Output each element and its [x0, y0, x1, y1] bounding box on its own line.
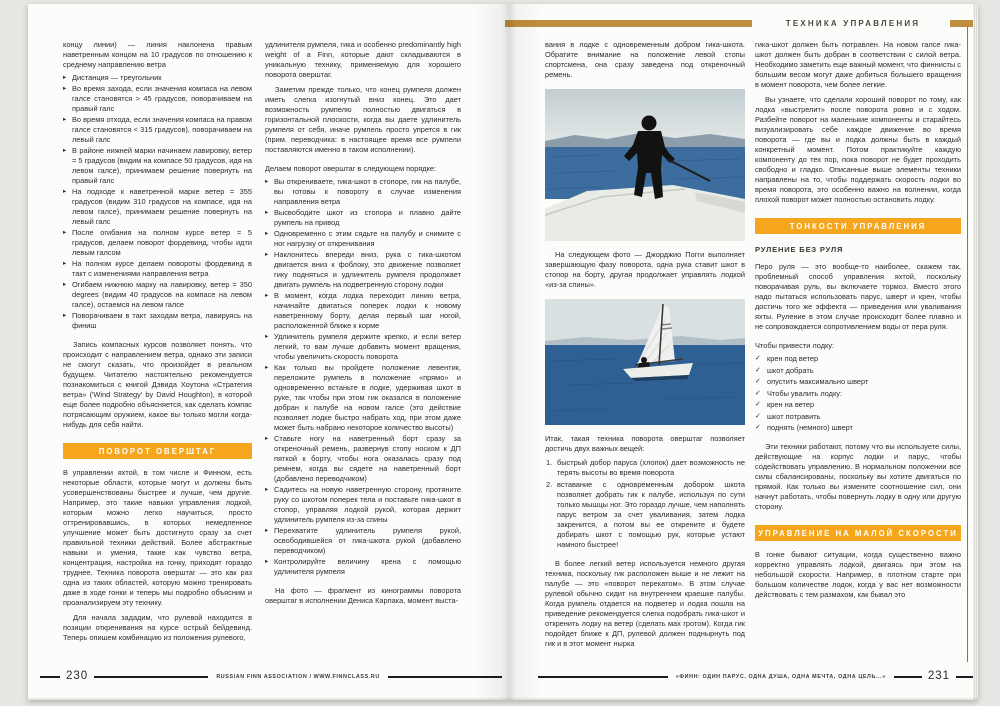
- list-item: ▸ Контролируйте величину крена с помощью удлинителя румпеля: [265, 557, 461, 577]
- list-item: ▸ Удлинитель румпеля держите крепко, и если ветер легкий, то вам лучше добавить момент вращения, чтобы увеличить скорость поворота: [265, 332, 461, 362]
- list-item: ▸ Вы открениваете, гика-шкот в стопоре, гик на палубе, вы готовы к повороту в случае изменения направления ветра: [265, 177, 461, 207]
- list-item: ▸ Дистанция — треугольник: [63, 73, 252, 83]
- list-item: ✓ Чтобы увалить лодку:: [755, 389, 961, 399]
- list-item: ▸ Одновременно с этим сядьте на палубу и снимите с ног нагрузку от откренивания: [265, 229, 461, 249]
- tack-sequence-bullet-list: [265, 177, 461, 577]
- section-header-low-speed: УПРАВЛЕНИЕ НА МАЛОЙ СКОРОСТИ: [755, 525, 961, 541]
- paragraph-light-wind: В более легкий ветер используется немного другая техника, поскольку гик расположен выше и не лежит на палубе — это «поворот перекатом». В этом случае рулевой обычно сидит на внутреннем краешке палубы. Когда румпель отдается на подветер и лодка пошла на приведение рекомендуется слегка подобрать гика-шкот и откренить лодку на ветер (сделать мах гротом). Когда гик подойдет ближе к ДП, рулевой должен поднырнуть под гик и в этот момент нырка: [545, 559, 745, 648]
- footer-rule: [894, 676, 922, 678]
- paragraph-continuation: концу линии) — линия наклонена правым наветренным концом на 10 градусов по отношению к среднему направлению ветра: [63, 40, 252, 69]
- list-item: ✓ опустить максимально шверт: [755, 377, 961, 387]
- list-item: ▸ На полном курсе делаем повороты фордевинд в такт с изменениями направления ветра: [63, 259, 252, 279]
- right-page-footer: [538, 670, 976, 684]
- list-item: ▸ Во время отхода, если значения компаса на правом галсе становятся < 315 градусов), поворачиваем на левый галс: [63, 115, 252, 145]
- list-item: ✓ крен на ветер: [755, 400, 961, 410]
- page-number-left: 230: [66, 670, 89, 683]
- paragraph-tiller-tip: Заметим прежде только, что конец румпеля должен иметь слегка изогнутый вниз конец. Это дает возможность румпелю полностью двигаться в горизонтальной плоскости, когда вы даете удлинитель румпеля от себя, иначе румпель просто упрется в гик (прим. переводчика: в настоящее время все румпели поставляются именно в таком исполнении).: [265, 85, 461, 154]
- caption-karpak-photo: На фото — фрагмент из кинограммы поворота оверштаг в исполнении Дениса Карпака, момент выста-: [265, 586, 461, 605]
- chapter-title: ТЕХНИКА УПРАВЛЕНИЯ: [785, 19, 921, 28]
- paragraph-compass-record: Запись компасных курсов позволяет понять, что происходит с направлением ветра, однако эти записи не смогут сказать, что произойдет в реальном будущем. Читателю настоятельно рекомендуется познакомиться с книгой Дэвида Хоутона «Стратегия ветра» ('Wind Strategy' by David Houghton), в которой еще более подробно объясняется, как сделать компас потрясающим оружием, какое вы только могли когда-нибудь для себя найти.: [63, 340, 252, 429]
- list-item: ▸ В районе нижней марки начинаем лавировку, ветер = 5 градусов (видим на компасе 50 градусов, идя на левом галсе), принимаем решение повернуть на правый галс: [63, 146, 252, 186]
- list-item: вставание с одновременным добором шкота позволяет добрать гик к палубе, используя по сути только мышцы ног. Это гораздо лучше, чем наполнять парус ветром за счет уваливания, затем лодка закренится, а потом вы ее открените и будете добирать шкот с помощью рук, которые устают намного быстрее!: [557, 480, 745, 549]
- list-item: ✓ крен под ветер: [755, 354, 961, 364]
- paragraph-continuation: вания в лодке с одновременным добром гика-шкота. Обратите внимание на положение левой стопы спортсмена, она сразу заведена под откреночный ремень.: [545, 40, 745, 79]
- list-item: ▸ Садитесь на новую наветренную сторону, протяните руку со шкотом поперек тела и поставьте гика-шкот в стопор, управляя лодкой рукой, которая держит удлинитель румпеля из-за спины: [265, 485, 461, 525]
- footer-rule: [40, 676, 60, 678]
- right-page-column-1: [545, 40, 745, 672]
- list-item: ▸ Как только вы пройдете положение левентик, переложите румпель в положение «прямо» и одновременно встаньте в лодке, удерживая шкот в руке, так чтобы при этом гик оказался в положение добран к палубе на новом галсе (это действие позволяет лодке быстро набрать ход, при этом даже может быть набрано некоторое количество высоты): [265, 363, 461, 433]
- page-margin-rule: [967, 27, 968, 662]
- left-page-column-2: [265, 40, 461, 672]
- photo-sailor-standing-on-deck: [545, 89, 745, 241]
- footer-association-text: RUSSIAN FINN ASSOCIATION / WWW.FINNCLASS.RU: [216, 674, 380, 680]
- right-page-column-2: [755, 40, 961, 672]
- paragraph-continuation: удлинителя румпеля, гика и особенно predominantly high weight of a Finn, которые дают складываются в уникальную технику, применяемую для хорошего поворота оверштаг.: [265, 40, 461, 79]
- list-item: ▸ После огибания на полном курсе ветер = 5 градусов, делаем поворот фордевинд, чтобы идти левым галсом: [63, 228, 252, 258]
- paragraph-continuation: гика-шкот должен быть потравлен. На новом галсе гика-шкот должен быть добран в соответствии с силой ветра. Необходимо заметить еще важный момент, что финнисты с большим весом могут даже добиться большего вращения в момент поворота, чем более легкие.: [755, 40, 961, 89]
- paragraph-tacking-setup: Для начала зададим, что рулевой находится в позиции откренивания на курсе острый бейдевинд. Теперь опишем комбинацию из положения рулевого,: [63, 613, 252, 642]
- sailor-head: [641, 357, 647, 363]
- paragraph-low-speed: В гонке бывают ситуации, когда существенно важно корректно управлять лодкой, двигаясь при этом на небольшой скорости. Например, в плотном старте при большом количестве лодок, когда у вас нет возможности действовать с тем размахом, как бывал это: [755, 550, 961, 599]
- subhead-steering-without-rudder: РУЛЕНИЕ БЕЗ РУЛЯ: [755, 245, 844, 254]
- list-item: ✓ шкот потравить: [755, 412, 961, 422]
- paragraph-rudder: Перо руля — это вообще-то наиболее, скажем так, проблемный способ управления яхтой, поскольку поворачивая руль, вы включаете тормоз. Вместо этого надо пытаться использовать парус, шверт и крен, чтобы достичь того же эффекта — приведения или уваливания яхты. Руление в этом случае происходит более плавно и не сопровождается сопротивлением воды от пера руля.: [755, 262, 961, 331]
- list-item: ▸ В момент, когда лодка переходит линию ветра, начинайте двигаться поперек лодки к новому наветренному борту, делая первый шаг ногой, расположенной ближе к корме: [265, 291, 461, 331]
- list-item: ▸ Огибаем нижнюю марку на лавировку, ветер = 350 degrees (видим 40 градусов на компасе на левом галсе), остаемся на левом галсе: [63, 280, 252, 310]
- left-page-column-1: [63, 40, 252, 672]
- list-item: ▸ Во время захода, если значения компаса на левом галсе становятся > 45 градусов, поворачиваем на правый галс: [63, 84, 252, 114]
- section-header-fine-control: ТОНКОСТИ УПРАВЛЕНИЯ: [755, 218, 961, 234]
- list-item: ▸ На подходе к наветренной марке ветер = 355 градусов (видим 310 градусов на компасе, идя на левом галсе), принимаем решение повернуть на левый галс: [63, 187, 252, 227]
- paragraph-tacking-intro: В управлении яхтой, в том числе и Финном, есть некоторые области, которые могут и должны быть усовершенствованы быстрее и лучше, чем другие. Например, это такие навыки управления лодкой, которым можно легко научиться, просто оттренировавшись, в которых немедленное улучшение может быть достигнуто сразу за счет правильной техники действий. Более абстрактные навыки и умения, такие как чувство ветра, концентрация, настройка на гонку, приходят гораздо труднее. Техника поворота оверштаг — это как раз одна из таких областей, которую можно тренировать даже в ходе гонки и теперь мы подробно объясним и проанализируем эту технику.: [63, 468, 252, 607]
- left-page-footer: [40, 670, 502, 684]
- tack-sequence-intro: Делаем поворот оверштаг в следующем порядке:: [265, 164, 437, 173]
- page-number-right: 231: [927, 670, 950, 683]
- list-item: ▸ Перехватите удлинитель румпеля рукой, освободившейся от гика-шкота рукой (добавлено переводчиком): [265, 526, 461, 556]
- page-edge: [973, 4, 978, 700]
- section-header-tack: ПОВОРОТ ОВЕРШТАГ: [63, 443, 252, 459]
- caption-poggi: На следующем фото — Джорджио Погги выполняет завершающую фазу поворота, одна рука ставит шкот в стопор на борту, другая продолжает управлять лодкой «из-за спины».: [545, 250, 745, 289]
- list-item: ▸ Поворачиваем в такт заходам ветра, лавируясь на финиш: [63, 311, 252, 331]
- compass-course-bullet-list: [63, 73, 252, 331]
- list-item: ✓ шкот добрать: [755, 366, 961, 376]
- footer-rule: [94, 676, 208, 678]
- page-fold: [473, 4, 543, 700]
- tack-benefits-numbered-list: [545, 458, 745, 550]
- list-item: ▸ Наклонитесь впереди вниз, рука с гика-шкотом двигается вниз к фоблоку, это движение позволяет гику подняться и удлинитель румпеля продолжает двигать румпель на подветренную сторону лодки: [265, 250, 461, 290]
- paragraph-good-tack: Вы узнаете, что сделали хороший поворот по тому, как лодка «выстрелит» после поворота ровно и с ходом. Разбейте поворот на маленькие компоненты и старайтесь визуализировать себе каждое движение во время поворота — где вы и лодка должны быть в каждый конкретный момент. Потом практикуйте каждую компоненту до тех пор, пока поворот не будет проходить свободно и гладко. Описанные выше элементы техники направлены на то, чтобы поддержать скорость лодки во время поворота, это особенно важно на волнении, когда плохой поворот может полностью остановить лодку.: [755, 95, 961, 204]
- checklist-intro: Чтобы привести лодку:: [755, 341, 835, 350]
- photo-finn-sailing: [545, 299, 745, 425]
- list-item: ▸ Высвободите шкот из стопора и плавно дайте румпель на привод: [265, 208, 461, 228]
- steering-checklist: [755, 354, 961, 433]
- footer-rule: [538, 676, 668, 678]
- book-spread: [28, 4, 978, 700]
- footer-motto-text: «ФИНН: ОДИН ПАРУС, ОДНА ДУША, ОДНА МЕЧТА, ОДНА ЦЕЛЬ...»: [675, 674, 886, 680]
- list-item: ✓ поднять (немного) шверт: [755, 423, 961, 433]
- result-list-intro: Итак, такая техника поворота оверштаг позволяет достичь двух важных вещей:: [545, 434, 745, 453]
- list-item: ▸ Ставьте ногу на наветренный борт сразу за откреночный ремень, развернув стопу носком к ДП пяткой к борту, чтобы нога оказалась сразу под ремнем, когда вы сядете на наветренный борт (добавлено переводчиком): [265, 434, 461, 484]
- paragraph-forces: Эти техники работают, потому что вы используете силы, действующие на корпус лодки и парус, чтобы содействовать управлению. В нормальном положении все силы сбалансированы, поскольку вы хотите двигаться по прямой. Как только вы измените соотношение сил, они начнут работать, чтобы повернуть лодку в одну или другую сторону.: [755, 442, 961, 511]
- list-item: быстрый добор паруса (хлопок) дает возможность не терять высоты во время поворота: [557, 458, 745, 477]
- page-edge-bottom: [28, 697, 978, 700]
